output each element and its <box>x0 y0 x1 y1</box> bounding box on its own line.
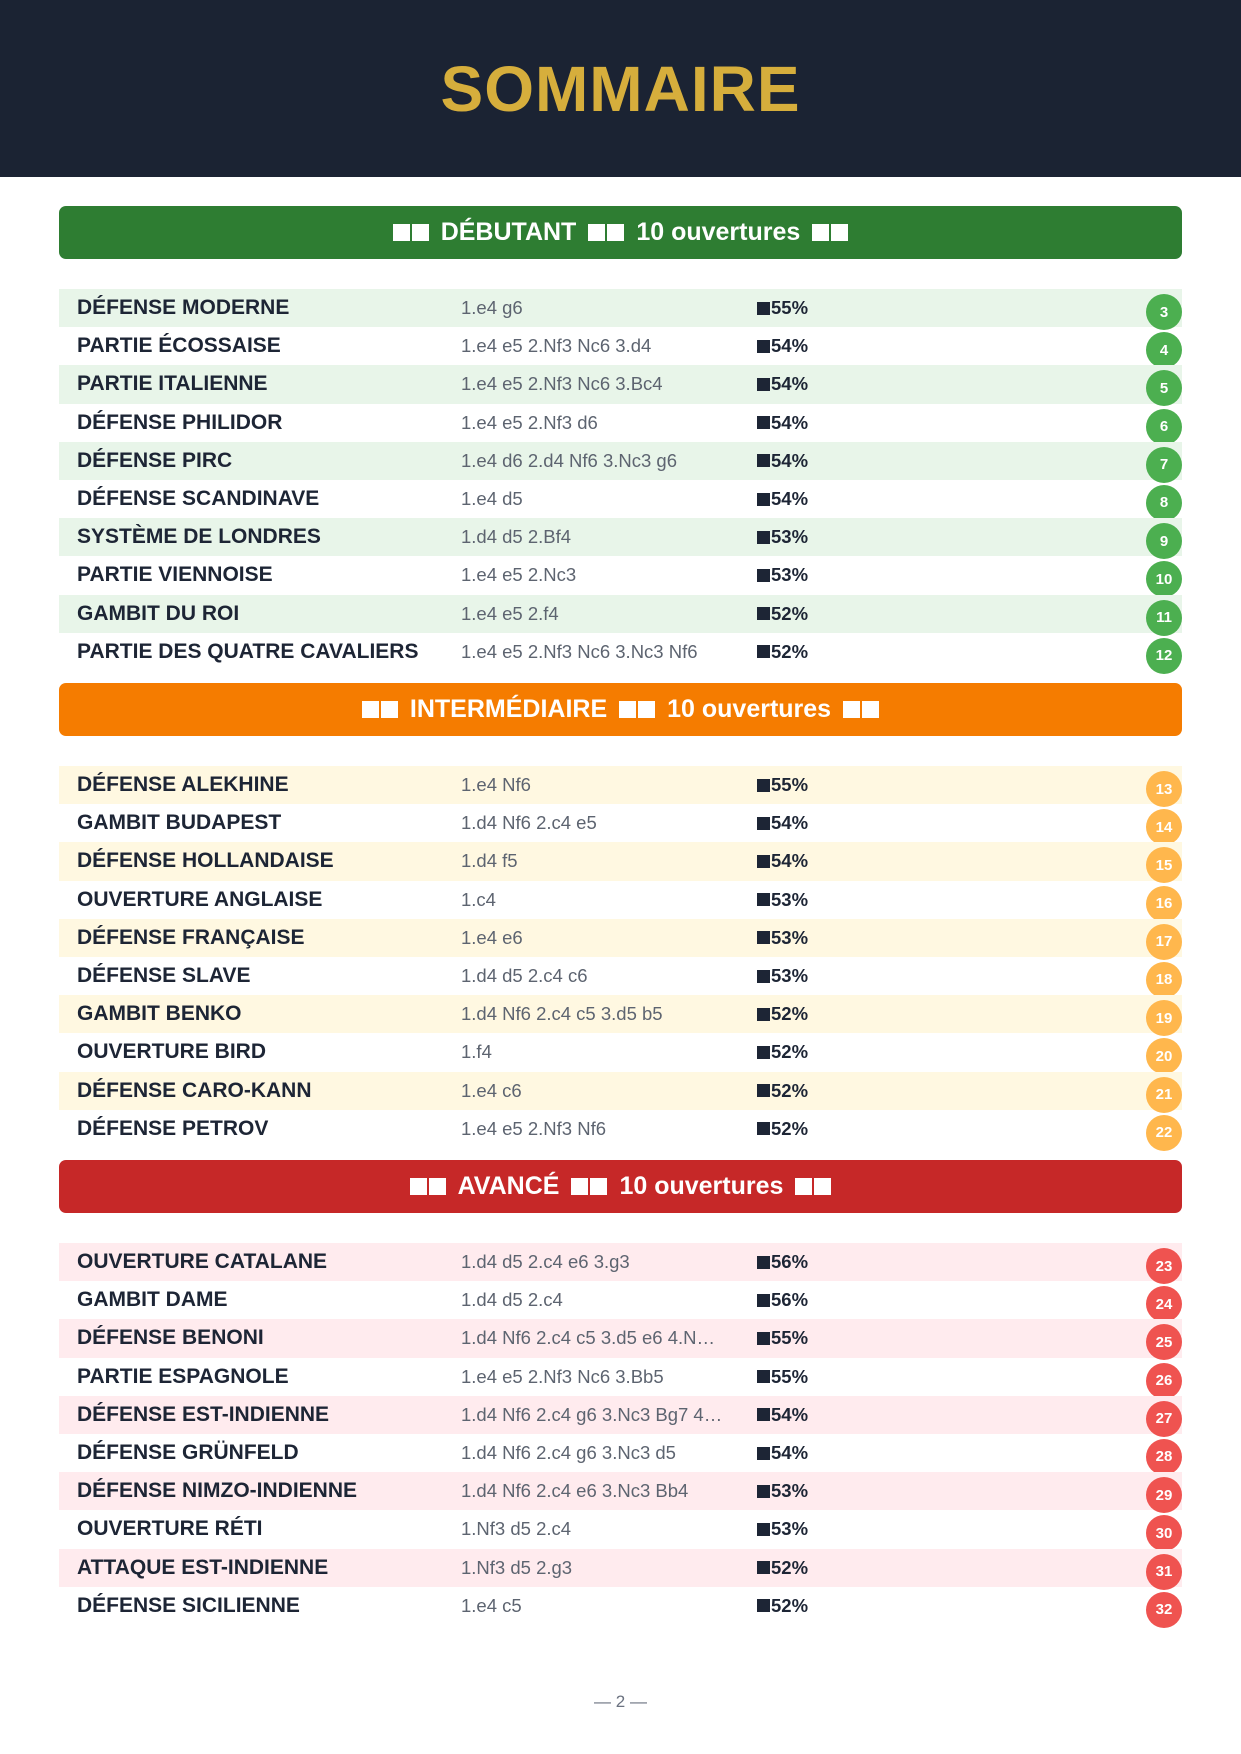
page-badge[interactable]: 15 <box>1146 847 1182 883</box>
page-badge[interactable]: 24 <box>1146 1286 1182 1322</box>
page-badge[interactable]: 10 <box>1146 561 1182 597</box>
win-rate-value: 54% <box>771 335 809 357</box>
opening-row[interactable] <box>59 957 1182 995</box>
page-badge[interactable]: 22 <box>1146 1115 1182 1151</box>
square-icon <box>757 1332 770 1345</box>
square-icon <box>757 1294 770 1307</box>
opening-name: DÉFENSE PIRC <box>77 448 233 472</box>
win-rate-value: 56% <box>771 1251 809 1273</box>
opening-row[interactable] <box>59 595 1182 633</box>
opening-name: DÉFENSE BENONI <box>77 1326 264 1350</box>
opening-name: DÉFENSE CARO-KANN <box>77 1078 312 1102</box>
opening-moves: 1.e4 e5 2.Nf3 d6 <box>461 411 598 433</box>
win-rate <box>757 564 808 586</box>
opening-moves: 1.d4 Nf6 2.c4 e6 3.Nc3 Bb4 <box>461 1480 689 1502</box>
opening-row[interactable] <box>59 1587 1182 1625</box>
win-rate-value: 52% <box>771 1117 809 1139</box>
opening-row[interactable] <box>59 633 1182 671</box>
win-rate-value: 54% <box>771 373 809 395</box>
opening-row[interactable] <box>59 1110 1182 1148</box>
opening-name: OUVERTURE RÉTI <box>77 1517 263 1541</box>
section-level: AVANCÉ <box>457 1172 560 1200</box>
win-rate <box>757 297 808 319</box>
opening-moves: 1.d4 d5 2.c4 <box>461 1289 563 1311</box>
opening-name: DÉFENSE SCANDINAVE <box>77 487 320 511</box>
page-badge[interactable]: 12 <box>1146 638 1182 674</box>
square-icon <box>757 569 770 582</box>
section-count: 10 ouvertures <box>667 695 832 723</box>
opening-row[interactable] <box>59 1281 1182 1319</box>
opening-row[interactable] <box>59 365 1182 403</box>
opening-row[interactable] <box>59 1072 1182 1110</box>
win-rate <box>757 1289 808 1311</box>
win-rate-value: 52% <box>771 1556 809 1578</box>
opening-moves: 1.e4 e6 <box>461 926 523 948</box>
opening-row[interactable] <box>59 842 1182 880</box>
opening-moves: 1.d4 Nf6 2.c4 e5 <box>461 812 597 834</box>
page-badge[interactable]: 9 <box>1146 523 1182 559</box>
opening-name: DÉFENSE GRÜNFELD <box>77 1441 299 1465</box>
opening-row[interactable] <box>59 518 1182 556</box>
opening-moves: 1.e4 e5 2.Nf3 Nc6 3.Bb5 <box>461 1365 664 1387</box>
opening-row[interactable] <box>59 1434 1182 1472</box>
square-icon <box>757 1599 770 1612</box>
opening-row[interactable] <box>59 480 1182 518</box>
opening-name: OUVERTURE ANGLAISE <box>77 887 323 911</box>
opening-row[interactable] <box>59 766 1182 804</box>
section-count: 10 ouvertures <box>619 1172 784 1200</box>
page-badge[interactable]: 13 <box>1146 771 1182 807</box>
opening-moves: 1.e4 Nf6 <box>461 774 531 796</box>
page-badge[interactable]: 14 <box>1146 809 1182 845</box>
win-rate-value: 52% <box>771 1079 809 1101</box>
square-icon <box>795 1178 831 1195</box>
square-icon <box>757 855 770 868</box>
opening-row[interactable] <box>59 556 1182 594</box>
opening-moves: 1.e4 c6 <box>461 1079 522 1101</box>
win-rate <box>757 1251 808 1273</box>
page-badge[interactable]: 7 <box>1146 447 1182 483</box>
section-count: 10 ouvertures <box>636 218 801 246</box>
section-level: INTERMÉDIAIRE <box>409 695 608 723</box>
page-badge[interactable]: 5 <box>1146 370 1182 406</box>
opening-moves: 1.c4 <box>461 888 496 910</box>
page-number: — 2 — <box>594 1692 647 1711</box>
win-rate-value: 53% <box>771 888 809 910</box>
square-icon <box>571 1178 607 1195</box>
win-rate-value: 52% <box>771 1594 809 1616</box>
opening-moves: 1.Nf3 d5 2.c4 <box>461 1518 572 1540</box>
opening-row[interactable] <box>59 1243 1182 1281</box>
win-rate <box>757 603 808 625</box>
win-rate <box>757 1003 808 1025</box>
win-rate <box>757 774 808 796</box>
opening-name: DÉFENSE MODERNE <box>77 296 290 320</box>
win-rate-value: 52% <box>771 1041 809 1063</box>
section-avance <box>59 1160 1182 1625</box>
win-rate <box>757 1518 808 1540</box>
page-badge[interactable]: 16 <box>1146 886 1182 922</box>
win-rate-value: 52% <box>771 640 809 662</box>
section-debutant <box>59 206 1182 671</box>
opening-name: ATTAQUE EST-INDIENNE <box>77 1555 329 1579</box>
win-rate <box>757 412 808 434</box>
opening-moves: 1.f4 <box>461 1041 492 1063</box>
opening-row[interactable] <box>59 1319 1182 1357</box>
square-icon <box>362 701 398 718</box>
opening-moves: 1.d4 d5 2.Bf4 <box>461 526 572 548</box>
square-icon <box>588 224 624 241</box>
page-badge[interactable]: 8 <box>1146 485 1182 521</box>
opening-moves: 1.d4 d5 2.c4 c6 <box>461 965 588 987</box>
opening-row[interactable] <box>59 1510 1182 1548</box>
page-badge[interactable]: 29 <box>1146 1477 1182 1513</box>
win-rate-value: 53% <box>771 526 809 548</box>
opening-name: SYSTÈME DE LONDRES <box>77 525 321 549</box>
opening-row[interactable] <box>59 1396 1182 1434</box>
square-icon <box>757 1256 770 1269</box>
opening-moves: 1.e4 e5 2.f4 <box>461 602 559 624</box>
opening-moves: 1.e4 e5 2.Nf3 Nc6 3.Bc4 <box>461 373 663 395</box>
opening-name: OUVERTURE CATALANE <box>77 1250 328 1274</box>
win-rate <box>757 526 808 548</box>
opening-moves: 1.e4 e5 2.Nc3 <box>461 564 577 586</box>
square-icon <box>757 1084 770 1097</box>
opening-moves: 1.e4 e5 2.Nf3 Nc6 3.d4 <box>461 335 652 357</box>
win-rate-value: 55% <box>771 1327 809 1349</box>
win-rate <box>757 1366 808 1388</box>
opening-name: DÉFENSE FRANÇAISE <box>77 925 305 949</box>
opening-name: OUVERTURE BIRD <box>77 1040 267 1064</box>
win-rate-value: 55% <box>771 297 809 319</box>
opening-list <box>59 766 1182 1148</box>
page-badge[interactable]: 6 <box>1146 409 1182 445</box>
page-badge[interactable]: 27 <box>1146 1401 1182 1437</box>
page-badge[interactable]: 21 <box>1146 1077 1182 1113</box>
page-header <box>0 0 1241 177</box>
section-banner <box>59 206 1182 259</box>
opening-name: PARTIE DES QUATRE CAVALIERS <box>77 639 419 663</box>
section-banner <box>59 683 1182 736</box>
win-rate-value: 54% <box>771 449 809 471</box>
square-icon <box>393 224 429 241</box>
opening-moves: 1.e4 d5 <box>461 488 523 510</box>
opening-name: DÉFENSE PETROV <box>77 1116 269 1140</box>
win-rate <box>757 927 808 949</box>
opening-row[interactable] <box>59 804 1182 842</box>
square-icon <box>843 701 879 718</box>
page-title: SOMMAIRE <box>440 52 801 125</box>
square-icon <box>757 893 770 906</box>
win-rate <box>757 1442 808 1464</box>
opening-name: DÉFENSE EST-INDIENNE <box>77 1402 330 1426</box>
page-badge[interactable]: 19 <box>1146 1000 1182 1036</box>
win-rate <box>757 1404 808 1426</box>
opening-row[interactable] <box>59 881 1182 919</box>
win-rate-value: 53% <box>771 926 809 948</box>
square-icon <box>757 1122 770 1135</box>
section-intermediaire <box>59 683 1182 1148</box>
win-rate-value: 55% <box>771 774 809 796</box>
page-badge[interactable]: 23 <box>1146 1248 1182 1284</box>
opening-moves: 1.e4 c5 <box>461 1594 522 1616</box>
opening-name: DÉFENSE ALEKHINE <box>77 773 289 797</box>
opening-name: PARTIE ITALIENNE <box>77 372 268 396</box>
win-rate-value: 54% <box>771 411 809 433</box>
win-rate <box>757 641 808 663</box>
win-rate <box>757 1041 808 1063</box>
win-rate-value: 55% <box>771 1365 809 1387</box>
win-rate <box>757 335 808 357</box>
square-icon <box>757 1523 770 1536</box>
opening-row[interactable] <box>59 442 1182 480</box>
win-rate-value: 52% <box>771 602 809 624</box>
win-rate-value: 54% <box>771 488 809 510</box>
opening-row[interactable] <box>59 1358 1182 1396</box>
opening-name: GAMBIT BUDAPEST <box>77 811 282 835</box>
opening-name: DÉFENSE SLAVE <box>77 964 251 988</box>
opening-row[interactable] <box>59 1472 1182 1510</box>
opening-name: GAMBIT DU ROI <box>77 601 240 625</box>
win-rate <box>757 1118 808 1140</box>
win-rate <box>757 1480 808 1502</box>
win-rate-value: 54% <box>771 812 809 834</box>
win-rate <box>757 373 808 395</box>
opening-row[interactable] <box>59 919 1182 957</box>
square-icon <box>757 340 770 353</box>
square-icon <box>757 1485 770 1498</box>
section-level: DÉBUTANT <box>440 218 577 246</box>
square-icon <box>757 1046 770 1059</box>
page-badge[interactable]: 3 <box>1146 294 1182 330</box>
win-rate-value: 53% <box>771 564 809 586</box>
win-rate-value: 53% <box>771 1480 809 1502</box>
square-icon <box>757 1370 770 1383</box>
square-icon <box>757 531 770 544</box>
square-icon <box>757 493 770 506</box>
win-rate-value: 54% <box>771 1442 809 1464</box>
opening-moves: 1.d4 f5 <box>461 850 518 872</box>
square-icon <box>757 645 770 658</box>
opening-row[interactable] <box>59 404 1182 442</box>
opening-row[interactable] <box>59 327 1182 365</box>
opening-moves: 1.e4 d6 2.d4 Nf6 3.Nc3 g6 <box>461 449 677 471</box>
opening-name: DÉFENSE SICILIENNE <box>77 1593 300 1617</box>
square-icon <box>757 1408 770 1421</box>
win-rate <box>757 1080 808 1102</box>
square-icon <box>757 607 770 620</box>
win-rate <box>757 1595 808 1617</box>
win-rate-value: 53% <box>771 1518 809 1540</box>
win-rate <box>757 889 808 911</box>
win-rate <box>757 450 808 472</box>
square-icon <box>757 1561 770 1574</box>
opening-moves: 1.d4 d5 2.c4 e6 3.g3 <box>461 1251 630 1273</box>
opening-moves: 1.d4 Nf6 2.c4 c5 3.d5 b5 <box>461 1003 663 1025</box>
square-icon <box>757 454 770 467</box>
page-badge[interactable]: 18 <box>1146 962 1182 998</box>
win-rate-value: 53% <box>771 965 809 987</box>
opening-name: GAMBIT BENKO <box>77 1002 242 1026</box>
square-icon <box>410 1178 446 1195</box>
page-badge[interactable]: 20 <box>1146 1038 1182 1074</box>
page-badge[interactable]: 32 <box>1146 1592 1182 1628</box>
opening-row[interactable] <box>59 289 1182 327</box>
opening-moves: 1.Nf3 d5 2.g3 <box>461 1556 573 1578</box>
win-rate-value: 54% <box>771 1403 809 1425</box>
opening-row[interactable] <box>59 1033 1182 1071</box>
section-banner <box>59 1160 1182 1213</box>
page-badge[interactable]: 28 <box>1146 1439 1182 1475</box>
opening-name: GAMBIT DAME <box>77 1288 228 1312</box>
opening-moves: 1.d4 Nf6 2.c4 c5 3.d5 e6 4.N… <box>461 1327 716 1349</box>
opening-name: DÉFENSE NIMZO-INDIENNE <box>77 1479 358 1503</box>
win-rate <box>757 965 808 987</box>
opening-list <box>59 289 1182 671</box>
win-rate-value: 56% <box>771 1289 809 1311</box>
win-rate <box>757 812 808 834</box>
opening-name: PARTIE ESPAGNOLE <box>77 1364 289 1388</box>
opening-row[interactable] <box>59 1549 1182 1587</box>
square-icon <box>812 224 848 241</box>
opening-name: PARTIE ÉCOSSAISE <box>77 334 281 358</box>
opening-row[interactable] <box>59 995 1182 1033</box>
page-badge[interactable]: 25 <box>1146 1324 1182 1360</box>
opening-moves: 1.d4 Nf6 2.c4 g6 3.Nc3 d5 <box>461 1442 676 1464</box>
opening-moves: 1.d4 Nf6 2.c4 g6 3.Nc3 Bg7 4… <box>461 1403 723 1425</box>
page-badge[interactable]: 4 <box>1146 332 1182 368</box>
square-icon <box>757 931 770 944</box>
opening-name: PARTIE VIENNOISE <box>77 563 273 587</box>
win-rate-value: 54% <box>771 850 809 872</box>
square-icon <box>757 970 770 983</box>
opening-name: DÉFENSE PHILIDOR <box>77 410 283 434</box>
page-badge[interactable]: 31 <box>1146 1554 1182 1590</box>
opening-moves: 1.e4 g6 <box>461 297 523 319</box>
win-rate <box>757 488 808 510</box>
opening-moves: 1.e4 e5 2.Nf3 Nf6 <box>461 1117 607 1139</box>
square-icon <box>619 701 655 718</box>
square-icon <box>757 779 770 792</box>
win-rate <box>757 1327 808 1349</box>
opening-name: DÉFENSE HOLLANDAISE <box>77 849 334 873</box>
square-icon <box>757 378 770 391</box>
win-rate <box>757 850 808 872</box>
page-badge[interactable]: 26 <box>1146 1363 1182 1399</box>
square-icon <box>757 1008 770 1021</box>
square-icon <box>757 416 770 429</box>
win-rate <box>757 1557 808 1579</box>
opening-moves: 1.e4 e5 2.Nf3 Nc6 3.Nc3 Nf6 <box>461 640 698 662</box>
win-rate-value: 52% <box>771 1003 809 1025</box>
square-icon <box>757 817 770 830</box>
opening-list <box>59 1243 1182 1625</box>
square-icon <box>757 1447 770 1460</box>
page-badge[interactable]: 17 <box>1146 924 1182 960</box>
page-badge[interactable]: 11 <box>1146 600 1182 636</box>
square-icon <box>757 302 770 315</box>
page-badge[interactable]: 30 <box>1146 1515 1182 1551</box>
